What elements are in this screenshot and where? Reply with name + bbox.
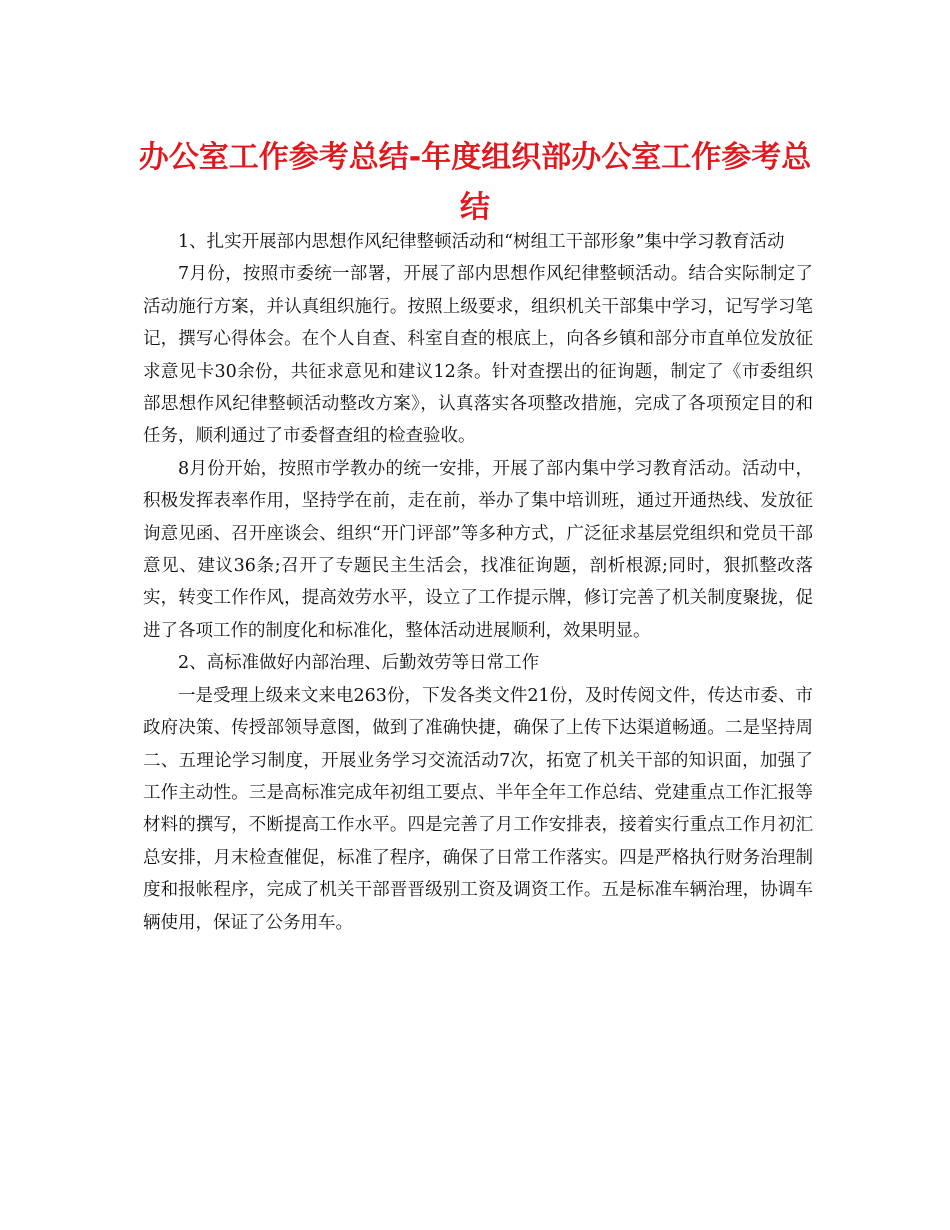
paragraph-july: 7月份，按照市委统一部署，开展了部内思想作风纪律整顿活动。结合实际制定了活动施行方案，并认真组织施行。按照上级要求，组织机关干部集中学习，记写学习笔记，撰写心得体会。在个人自查、科室自查的根底上，向各乡镇和部分市直单位发放征求意见卡30余份，共征求意见和建议12条。针对查摆出的征询题，制定了《市委组织部思想作风纪律整顿活动整改方案》，认真落实各项整改措施，完成了各项预定目的和任务，顺利通过了市委督查组的检查验收。: [143, 264, 813, 447]
document-title: 办公室工作参考总结-年度组织部办公室工作参考总结: [138, 140, 812, 225]
document-body: [143, 226, 813, 939]
section-heading-1: 1、扎实开展部内思想作风纪律整顿活动和“树组工干部形象”集中学习教育活动: [178, 232, 785, 252]
paragraph-august: 8月份开始，按照市学教办的统一安排，开展了部内集中学习教育活动。活动中，积极发挥表率作用，坚持学在前，走在前，举办了集中培训班，通过开通热线、发放征询意见函、召开座谈会、组织“开门评部”等多种方式，广泛征求基层党组织和党员干部意见、建议36条;召开了专题民主生活会，找准征询题，剖析根源;同时，狠抓整改落实，转变工作作风，提高效劳水平，设立了工作提示牌，修订完善了机关制度聚拢，促进了各项工作的制度化和标准化，整体活动进展顺利，效果明显。: [143, 458, 813, 641]
paragraph-daily-work: 一是受理上级来文来电263份，下发各类文件21份，及时传阅文件，传达市委、市政府决策、传授部领导意图，做到了准确快捷，确保了上传下达渠道畅通。二是坚持周二、五理论学习制度，开展业务学习交流活动7次，拓宽了机关干部的知识面，加强了工作主动性。三是高标准完成年初组工要点、半年全年工作总结、党建重点工作汇报等材料的撰写，不断提高工作水平。四是完善了月工作安排表，接着实行重点工作月初汇总安排，月末检查催促，标准了程序，确保了日常工作落实。四是严格执行财务治理制度和报帐程序，完成了机关干部晋晋级别工资及调资工作。五是标准车辆治理，协调车辆使用，保证了公务用车。: [143, 685, 813, 933]
section-heading-2: 2、高标准做好内部治理、后勤效劳等日常工作: [178, 653, 540, 674]
